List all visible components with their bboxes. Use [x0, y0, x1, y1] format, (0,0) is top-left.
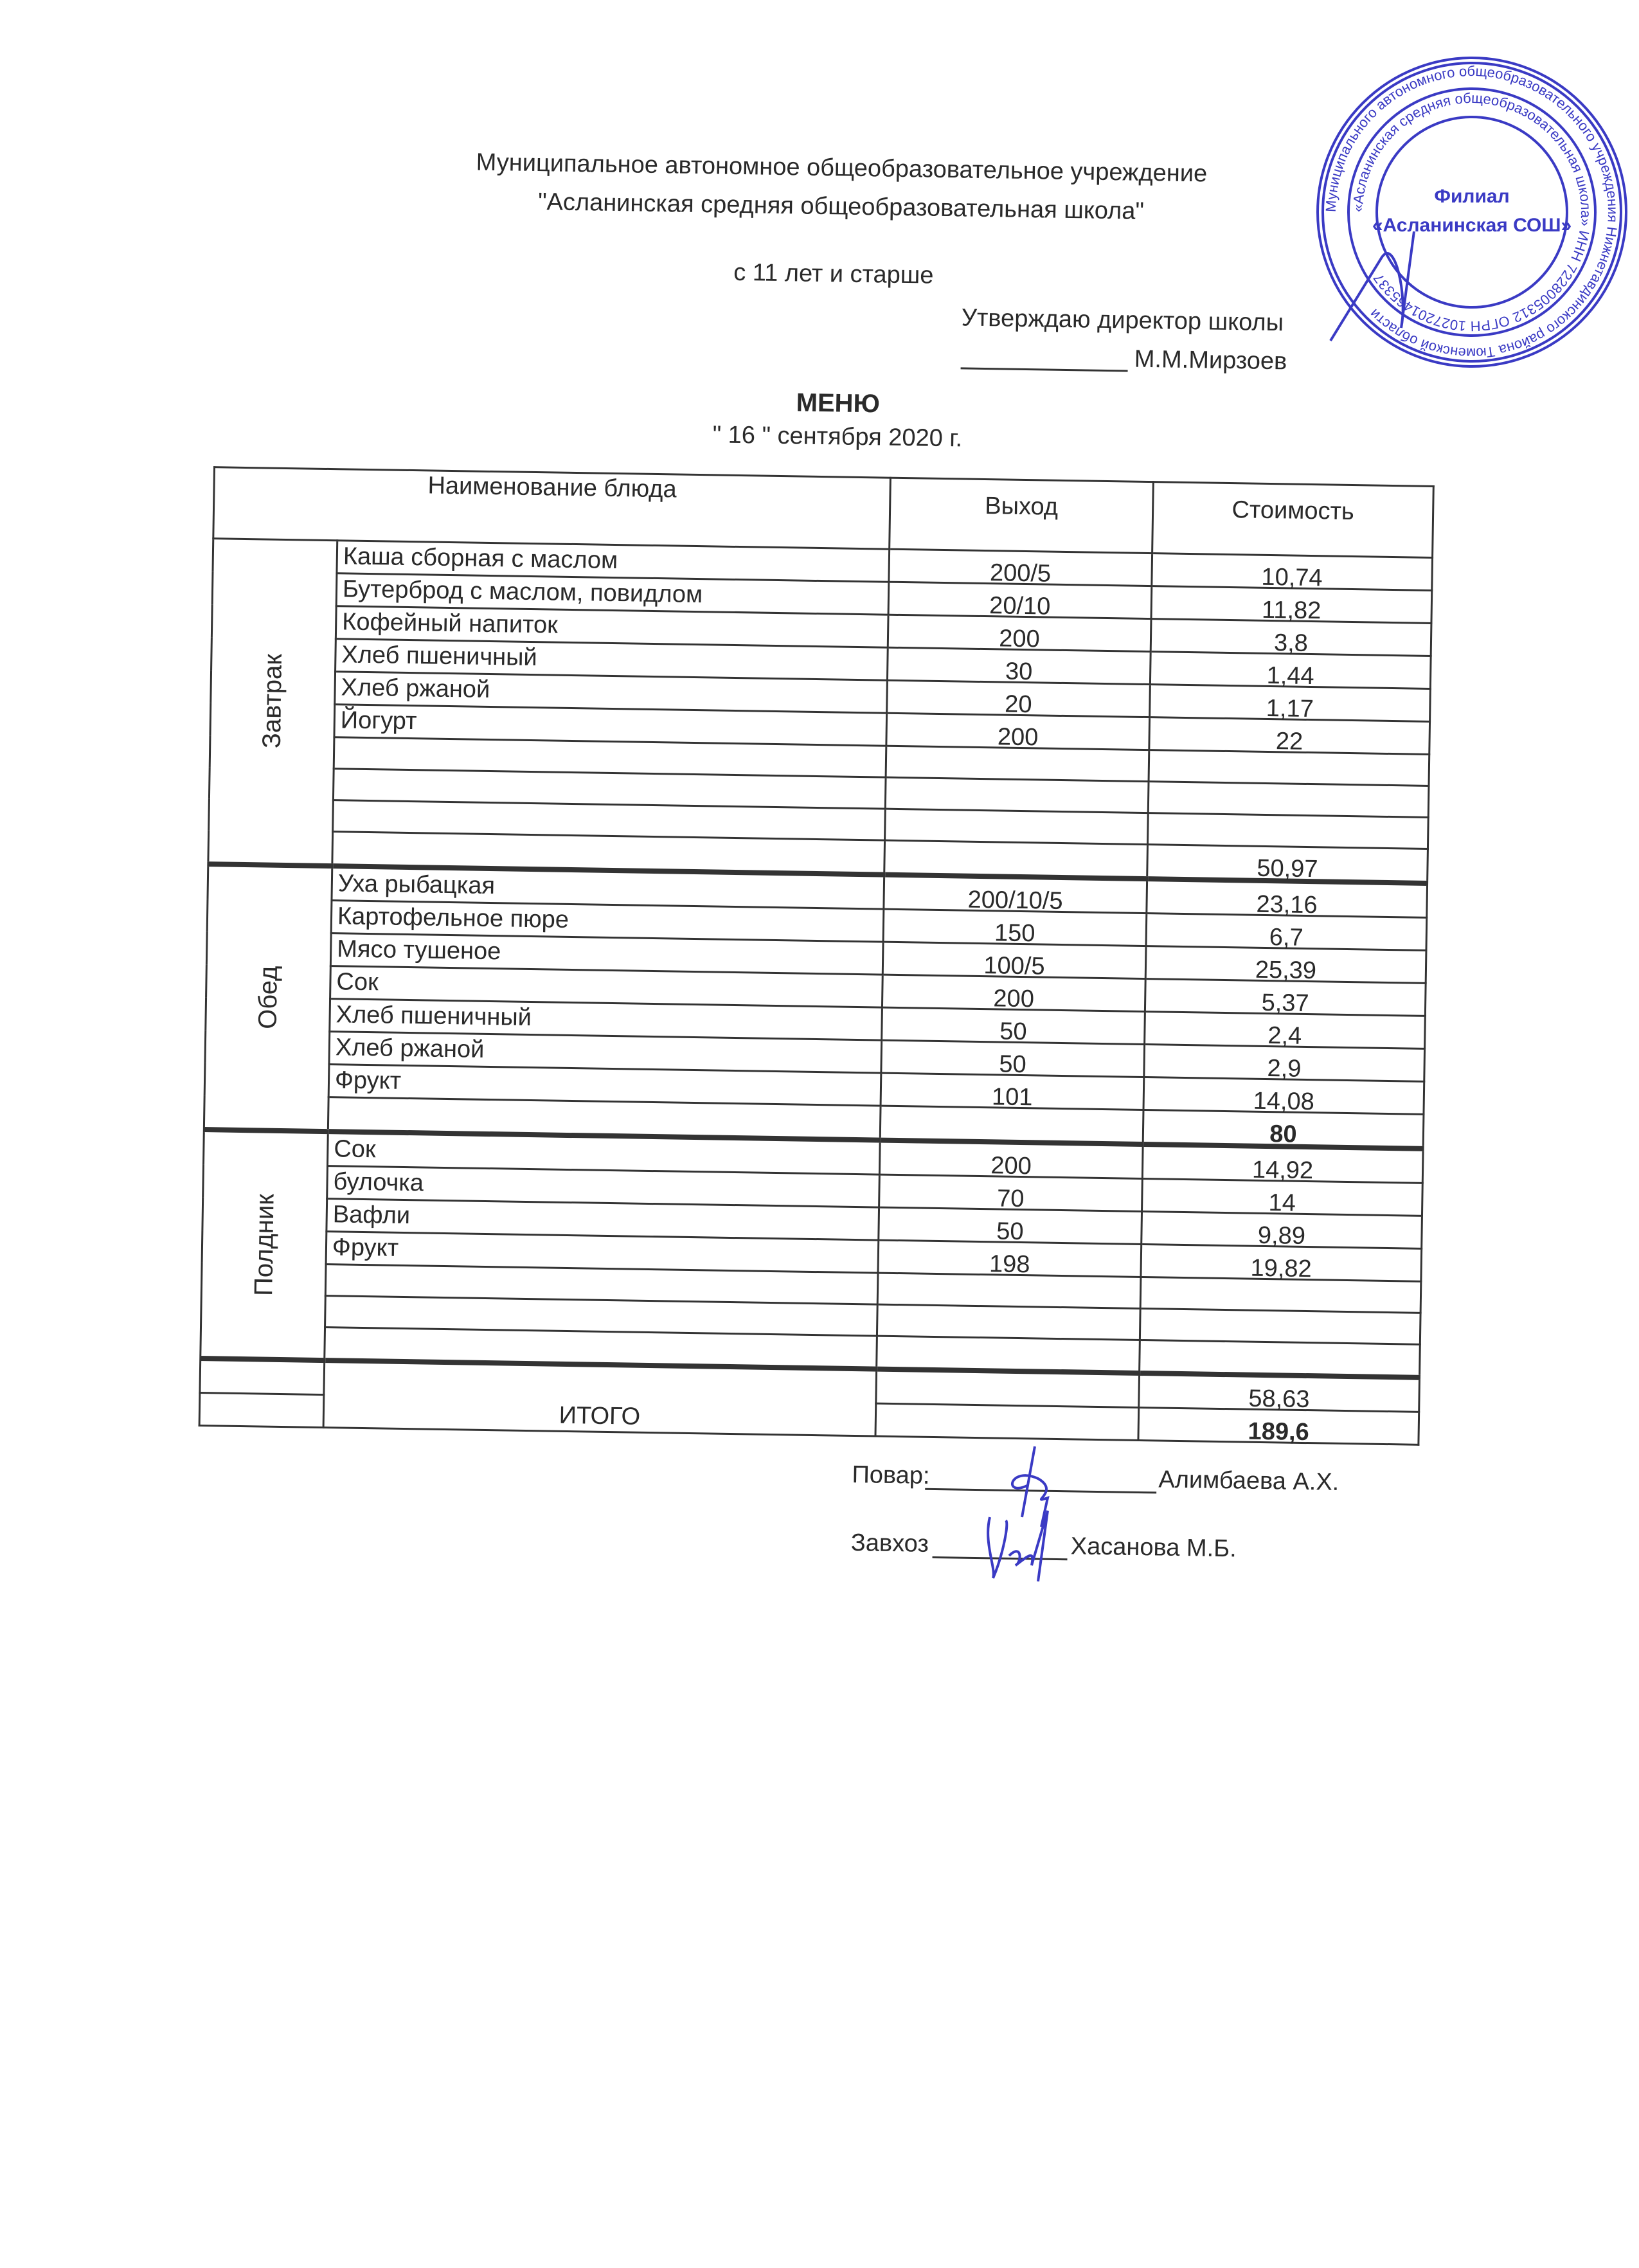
section-total: 80	[1143, 1110, 1424, 1149]
dish-yield	[877, 1273, 1141, 1308]
stamp-center-line2: «Асланинская СОШ»	[1372, 215, 1572, 236]
dish-name: Вафли	[327, 1199, 879, 1240]
dish-name: Хлеб ржаной	[335, 672, 888, 713]
dish-cost: 19,82	[1141, 1244, 1422, 1281]
dish-yield: 20/10	[888, 582, 1152, 618]
empty-cell	[876, 1369, 1140, 1408]
column-header-yield: Выход	[890, 478, 1154, 553]
dish-cost	[1147, 813, 1428, 849]
dish-yield: 200/5	[889, 549, 1152, 586]
dish-cost	[1149, 750, 1429, 786]
section-label: Завтрак	[258, 653, 288, 749]
dish-cost: 23,16	[1147, 879, 1428, 917]
dish-cost: 1,17	[1150, 685, 1431, 722]
dish-yield: 200/10/5	[884, 875, 1147, 914]
dish-cost: 25,39	[1145, 946, 1426, 984]
dish-cost	[1140, 1340, 1420, 1377]
dish-name: Хлеб пшеничный	[336, 639, 888, 680]
org-name-line2: "Асланинская средняя общеобразовательная школа"	[537, 188, 1145, 225]
dish-cost: 6,7	[1146, 914, 1427, 951]
dish-name: Бутерброд с маслом, повидлом	[336, 573, 889, 615]
dish-cost: 10,74	[1152, 554, 1433, 591]
dish-yield: 200	[882, 975, 1145, 1011]
dish-name: булочка	[327, 1166, 880, 1207]
dish-yield: 101	[881, 1073, 1144, 1110]
dish-cost	[1140, 1308, 1420, 1344]
empty-cell	[884, 840, 1148, 879]
dish-yield: 100/5	[882, 942, 1146, 978]
section-total: 58,63	[1139, 1373, 1420, 1412]
dish-name: Хлеб пшеничный	[330, 999, 882, 1040]
section-label: Полдник	[249, 1193, 280, 1296]
column-header-dish: Наименование блюда	[213, 467, 891, 550]
dish-cost: 2,4	[1145, 1012, 1426, 1049]
dish-yield	[877, 1336, 1140, 1373]
approve-label: Утверждаю директор школы	[961, 304, 1284, 337]
cook-name: Алимбаева А.Х.	[1158, 1466, 1339, 1496]
empty-cell	[199, 1393, 324, 1428]
official-stamp	[1311, 51, 1633, 373]
dish-cost: 14,92	[1142, 1144, 1423, 1183]
stamp-outer-text: Муниципального автономного общеобразовательного учреждения Нижнетавдинского района Тюменской области	[1322, 62, 1622, 362]
page-title: МЕНЮ	[796, 388, 881, 419]
dish-name: Хлеб ржаной	[329, 1032, 882, 1073]
manager-name: Хасанова М.Б.	[1070, 1533, 1237, 1563]
cook-label: Повар:	[852, 1461, 930, 1490]
section-total: 50,97	[1147, 845, 1428, 883]
dish-cost: 9,89	[1142, 1212, 1422, 1249]
dish-yield	[885, 777, 1149, 813]
dish-cost	[1140, 1277, 1421, 1313]
dish-name: Сок	[327, 1131, 880, 1174]
dish-yield: 50	[879, 1207, 1142, 1244]
dish-yield: 50	[881, 1040, 1145, 1077]
stamp-inner-text: «Асланинская средняя общеобразовательная школа» ИНН 7228005312 ОГРН 1027201465337	[1349, 89, 1595, 335]
dish-yield: 200	[886, 713, 1150, 750]
section-label: Обед	[253, 966, 283, 1030]
dish-yield: 150	[883, 909, 1147, 946]
dish-yield: 200	[888, 615, 1151, 651]
director-signature-line	[961, 367, 1128, 372]
dish-name: Йогурт	[334, 705, 887, 746]
dish-name: Каша сборная с маслом	[337, 541, 890, 582]
grand-total-label: ИТОГО	[323, 1360, 877, 1436]
svg-text:Муниципального автономного общ	[1323, 63, 1621, 361]
section-label-cell	[208, 539, 337, 866]
dish-name: Сок	[330, 966, 883, 1007]
empty-cell	[875, 1403, 1139, 1440]
dish-yield	[877, 1304, 1140, 1340]
manager-signature	[964, 1504, 1080, 1588]
dish-cost: 14,08	[1143, 1077, 1424, 1115]
dish-name: Кофейный напиток	[336, 606, 888, 647]
dish-yield: 50	[882, 1007, 1145, 1044]
menu-date: " 16 " сентября 2020 г.	[712, 421, 963, 453]
dish-cost: 11,82	[1151, 586, 1432, 624]
column-header-cost: Стоимость	[1152, 482, 1434, 558]
dish-cost: 22	[1149, 717, 1430, 755]
menu-table	[199, 466, 1435, 1446]
org-name-line1: Муниципальное автономное общеобразовательное учреждение	[476, 148, 1208, 188]
director-name: М.М.Мирзоев	[1134, 345, 1287, 375]
age-group: с 11 лет и старше	[733, 258, 934, 289]
dish-yield	[885, 809, 1149, 844]
dish-name: Уха рыбацкая	[332, 866, 884, 909]
svg-text:«Асланинская средняя общеобраз	[1350, 90, 1594, 334]
section-label-cell	[201, 1130, 328, 1360]
dish-name: Фрукт	[328, 1065, 881, 1106]
dish-yield	[886, 746, 1149, 781]
dish-name: Фрукт	[326, 1232, 879, 1273]
dish-cost: 2,9	[1144, 1045, 1425, 1082]
dish-cost: 5,37	[1145, 979, 1426, 1016]
dish-cost: 1,44	[1150, 652, 1431, 689]
dish-yield: 200	[879, 1140, 1143, 1179]
dish-cost	[1148, 782, 1429, 818]
dish-cost: 3,8	[1151, 619, 1431, 656]
empty-cell	[200, 1358, 325, 1395]
stamp-center-line1: Филиал	[1434, 186, 1510, 207]
dish-cost: 14	[1142, 1179, 1423, 1216]
dish-yield: 30	[887, 647, 1151, 684]
manager-label: Завхоз	[850, 1529, 929, 1558]
dish-name: Мясо тушеное	[330, 933, 883, 975]
dish-yield: 198	[878, 1240, 1142, 1277]
dish-name: Картофельное пюре	[331, 901, 884, 942]
dish-yield: 20	[887, 680, 1151, 717]
section-label-cell	[204, 864, 332, 1131]
empty-cell	[880, 1106, 1143, 1144]
grand-total: 189,6	[1138, 1407, 1419, 1444]
dish-yield: 70	[879, 1174, 1143, 1211]
